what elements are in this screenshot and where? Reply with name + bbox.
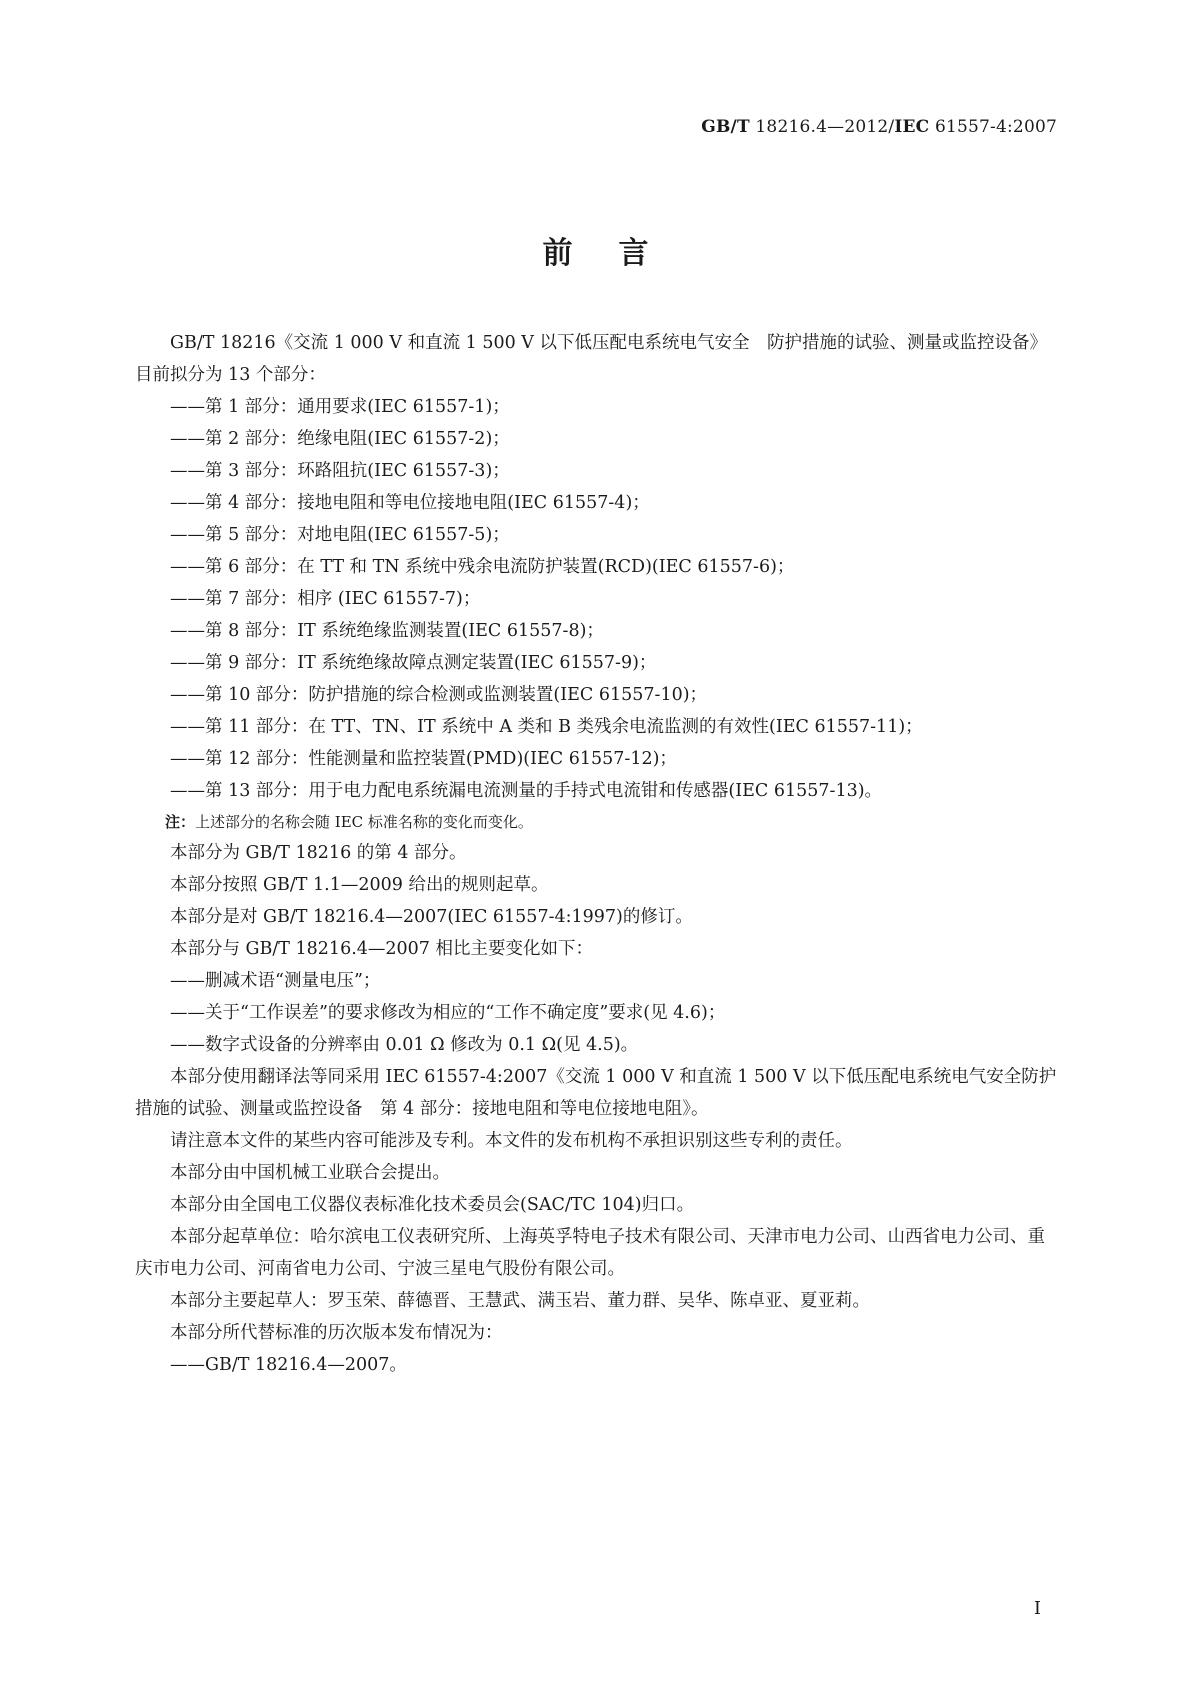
part-list-item: ——第 6 部分：在 TT 和 TN 系统中残余电流防护装置(RCD)(IEC 61557-6)； (170, 557, 795, 577)
part-list-item: ——第 12 部分：性能测量和监控装置(PMD)(IEC 61557-12)； (170, 749, 677, 769)
paragraph: 本部分按照 GB/T 1.1—2009 给出的规则起草。 (170, 875, 549, 895)
paragraph: 本部分使用翻译法等同采用 IEC 61557-4:2007《交流 1 000 V 和直流 1 500 V 以下低压配电系统电气安全防护措施的试验、测量或监控设备 第 4 部分：接地电阻和等电位接地电阻》。 (135, 1067, 1057, 1119)
paragraph: 请注意本文件的某些内容可能涉及专利。本文件的发布机构不承担识别这些专利的责任。 (170, 1131, 853, 1151)
note-label: 注： (165, 813, 196, 831)
part-list-item: ——第 11 部分：在 TT、TN、IT 系统中 A 类和 B 类残余电流监测的有效性(IEC 61557-11)； (170, 717, 923, 737)
part-list-item: ——第 1 部分：通用要求(IEC 61557-1)； (170, 397, 510, 417)
standard-number-header (701, 117, 1057, 137)
paragraph: 本部分起草单位：哈尔滨电工仪表研究所、上海英孚特电子技术有限公司、天津市电力公司、山西省电力公司、重庆市电力公司、河南省电力公司、宁波三星电气股份有限公司。 (135, 1227, 1045, 1279)
foreword-body (135, 327, 1060, 1381)
page-number: I (1033, 1598, 1041, 1619)
intro-paragraph: GB/T 18216《交流 1 000 V 和直流 1 500 V 以下低压配电系统电气安全 防护措施的试验、测量或监控设备》目前拟分为 13 个部分： (135, 333, 1047, 385)
part-list-item: ——第 3 部分：环路阻抗(IEC 61557-3)； (170, 461, 510, 481)
note (135, 807, 1060, 837)
paragraph: 本部分为 GB/T 18216 的第 4 部分。 (170, 843, 467, 863)
part-list-item: ——第 4 部分：接地电阻和等电位接地电阻(IEC 61557-4)； (170, 493, 650, 513)
change-list-item: ——数字式设备的分辨率由 0.01 Ω 修改为 0.1 Ω(见 4.5)。 (170, 1035, 639, 1055)
part-list-item: ——第 2 部分：绝缘电阻(IEC 61557-2)； (170, 429, 510, 449)
history-list-item: ——GB/T 18216.4—2007。 (170, 1355, 407, 1375)
header-gbt: GB/T (701, 117, 750, 137)
part-list-item: ——第 13 部分：用于电力配电系统漏电流测量的手持式电流钳和传感器(IEC 61557-13)。 (170, 781, 883, 801)
paragraph: 本部分与 GB/T 18216.4—2007 相比主要变化如下： (170, 939, 593, 959)
paragraph: 本部分所代替标准的历次版本发布情况为： (170, 1323, 503, 1343)
part-list-item: ——第 5 部分：对地电阻(IEC 61557-5)； (170, 525, 510, 545)
page-title: 前言 (542, 236, 695, 271)
part-list-item: ——第 10 部分：防护措施的综合检测或监测装置(IEC 61557-10)； (170, 685, 708, 705)
paragraph: 本部分是对 GB/T 18216.4—2007(IEC 61557-4:1997)的修订。 (170, 907, 693, 927)
header-iec: IEC (894, 117, 930, 137)
paragraph: 本部分由全国电工仪器仪表标准化技术委员会(SAC/TC 104)归口。 (170, 1195, 695, 1215)
part-list-item: ——第 8 部分：IT 系统绝缘监测装置(IEC 61557-8)； (170, 621, 604, 641)
part-list-item: ——第 7 部分：相序 (IEC 61557-7)； (170, 589, 481, 609)
note-text: 上述部分的名称会随 IEC 标准名称的变化而变化。 (195, 813, 533, 831)
paragraph: 本部分由中国机械工业联合会提出。 (170, 1163, 450, 1183)
header-number: 18216.4—2012/ (749, 117, 895, 137)
part-list-item: ——第 9 部分：IT 系统绝缘故障点测定装置(IEC 61557-9)； (170, 653, 657, 673)
paragraph: 本部分主要起草人：罗玉荣、薛德晋、王慧武、满玉岩、董力群、吴华、陈卓亚、夏亚莉。 (170, 1291, 870, 1311)
change-list-item: ——关于“工作误差”的要求修改为相应的“工作不确定度”要求(见 4.6)； (170, 1003, 726, 1023)
change-list-item: ——删减术语“测量电压”； (170, 971, 381, 991)
header-iec-number: 61557-4:2007 (929, 117, 1057, 137)
